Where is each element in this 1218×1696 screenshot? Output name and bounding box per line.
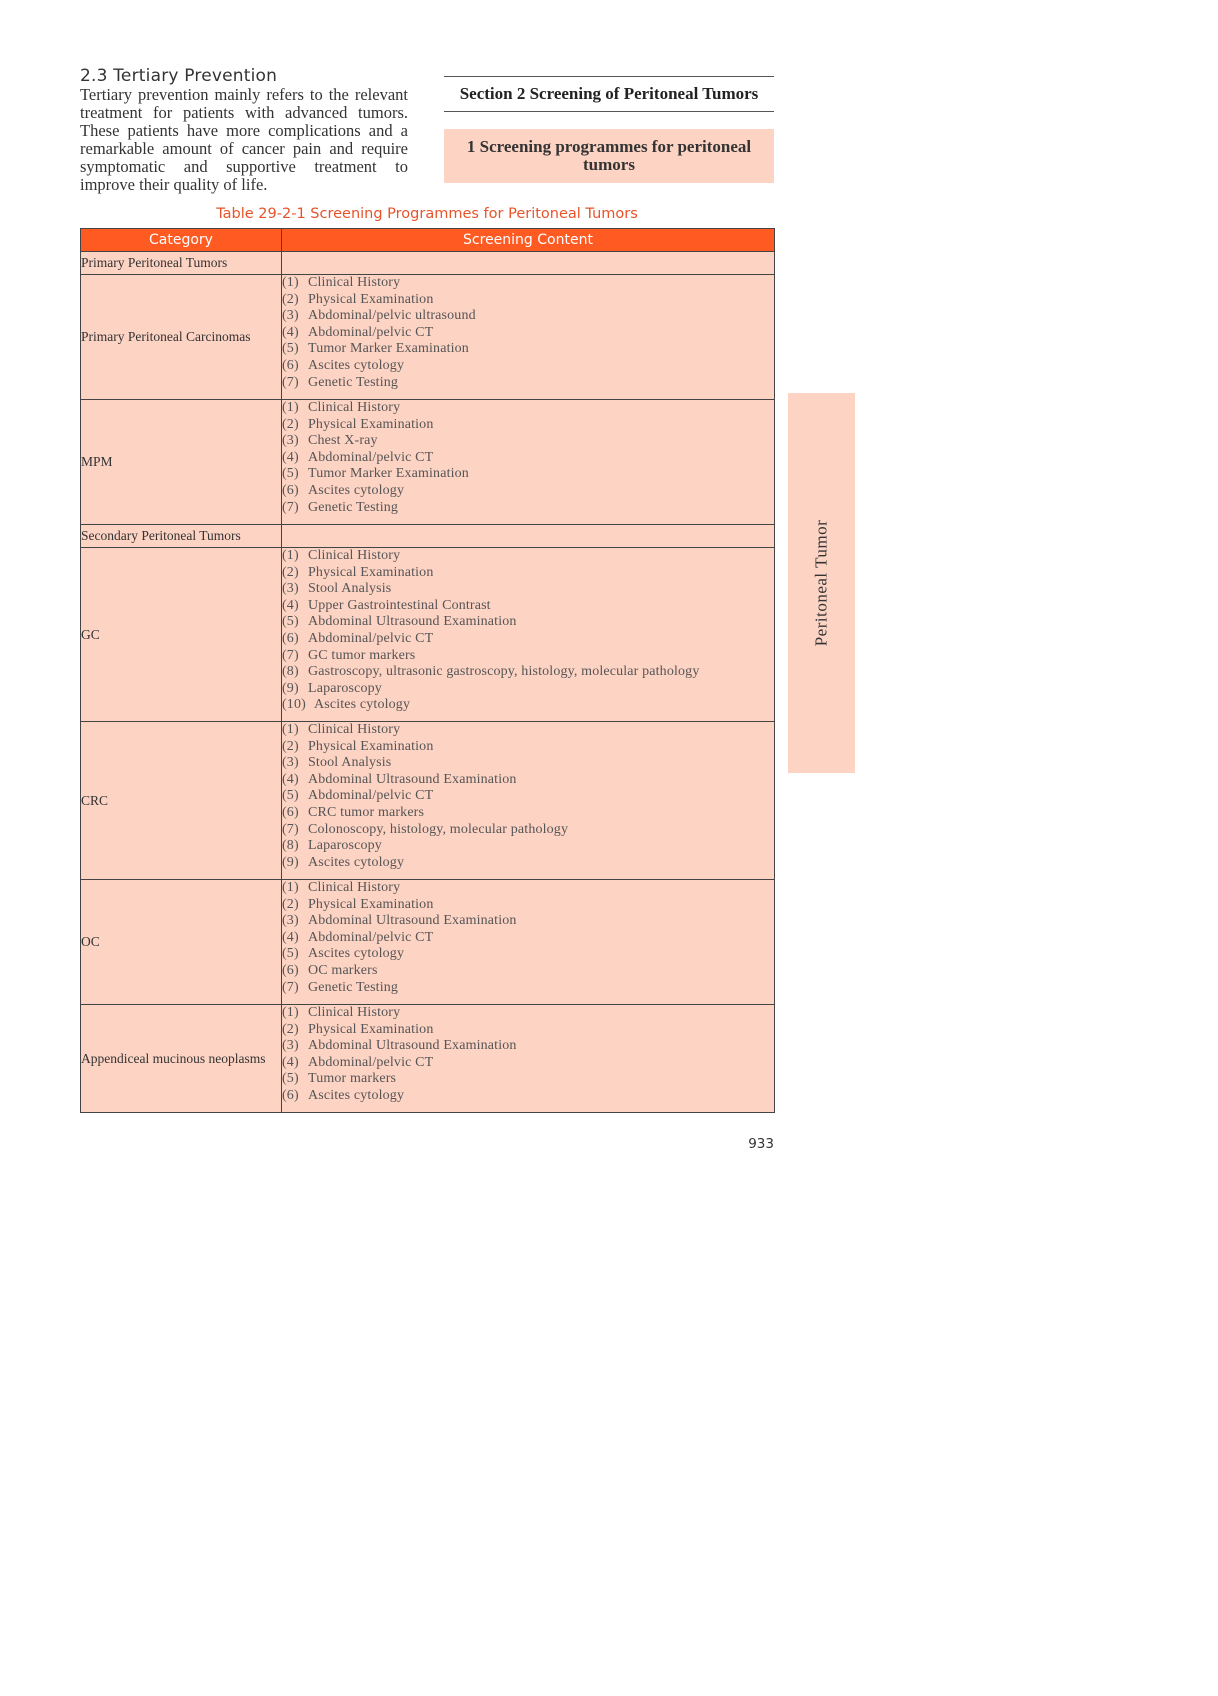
item-number: (7) [282, 499, 299, 515]
item-text: Ascites cytology [314, 697, 411, 713]
item-text: OC markers [308, 962, 378, 978]
item-number: (7) [282, 374, 299, 390]
item-number: (4) [282, 449, 299, 465]
item-number: (7) [282, 647, 299, 663]
item-number: (5) [282, 466, 299, 482]
item-text: Physical Examination [308, 738, 434, 754]
item-number: (1) [282, 880, 299, 895]
item-number: (6) [282, 357, 299, 373]
item-text: Abdominal/pelvic CT [308, 1054, 434, 1070]
item-text: Clinical History [308, 1005, 401, 1020]
item-text: Stool Analysis [308, 755, 392, 771]
screening-item [282, 855, 774, 872]
item-text: Abdominal Ultrasound Examination [308, 614, 517, 630]
item-number: (5) [282, 341, 299, 357]
screening-item [282, 1088, 774, 1105]
item-number: (4) [282, 771, 299, 787]
item-text: Genetic Testing [308, 374, 399, 390]
side-chapter-tab [788, 393, 855, 773]
screening-table [80, 228, 775, 1113]
item-number: (5) [282, 1071, 299, 1087]
screening-item [282, 946, 774, 963]
table-row [81, 722, 775, 880]
screening-item [282, 598, 774, 615]
item-text: Stool Analysis [308, 581, 392, 597]
category-cell: GC [81, 548, 282, 722]
item-text: Tumor Marker Examination [308, 466, 469, 482]
table-row [81, 1005, 775, 1113]
screening-item [282, 275, 774, 292]
item-number: (10) [282, 697, 306, 713]
item-text: Laparoscopy [308, 680, 382, 696]
screening-item [282, 565, 774, 582]
item-number: (9) [282, 680, 299, 696]
screening-item [282, 648, 774, 665]
item-number: (2) [282, 896, 299, 912]
item-text: Abdominal/pelvic ultrasound [308, 308, 476, 324]
item-text: Physical Examination [308, 1021, 434, 1037]
item-text: Physical Examination [308, 896, 434, 912]
item-number: (4) [282, 1054, 299, 1070]
item-number: (9) [282, 854, 299, 870]
item-text: Physical Examination [308, 564, 434, 580]
screening-item [282, 838, 774, 855]
screening-item [282, 631, 774, 648]
screening-content-cell [282, 525, 775, 548]
table-row [81, 275, 775, 400]
item-text: Ascites cytology [308, 1087, 405, 1103]
item-text: Abdominal/pelvic CT [308, 630, 434, 646]
item-text: Gastroscopy, ultrasonic gastroscopy, histology, molecular pathology [308, 664, 700, 680]
category-cell: Appendiceal mucinous neoplasms [81, 1005, 282, 1113]
item-text: Ascites cytology [308, 482, 405, 498]
screening-item [282, 697, 774, 714]
screening-item [282, 325, 774, 342]
side-tab-label: Peritoneal Tumor [811, 519, 831, 647]
screening-item [282, 1055, 774, 1072]
item-number: (6) [282, 804, 299, 820]
item-number: (4) [282, 324, 299, 340]
screening-item [282, 417, 774, 434]
item-number: (3) [282, 308, 299, 324]
screening-item [282, 308, 774, 325]
screening-item [282, 755, 774, 772]
subsection-title-box: 1 Screening programmes for peritoneal tumors [444, 129, 774, 183]
item-number: (2) [282, 1021, 299, 1037]
screening-item [282, 433, 774, 450]
screening-item [282, 963, 774, 980]
screening-content-cell [282, 400, 775, 525]
category-cell: Primary Peritoneal Carcinomas [81, 275, 282, 400]
item-number: (8) [282, 664, 299, 680]
item-number: (1) [282, 275, 299, 290]
screening-content-cell [282, 722, 775, 880]
screening-item [282, 788, 774, 805]
table-row [81, 525, 775, 548]
screening-item [282, 913, 774, 930]
screening-item [282, 930, 774, 947]
item-text: Colonoscopy, histology, molecular pathology [308, 821, 569, 837]
item-text: Ascites cytology [308, 946, 405, 962]
screening-item [282, 822, 774, 839]
header-category: Category [81, 229, 282, 252]
item-number: (8) [282, 838, 299, 854]
header-screening-content: Screening Content [282, 229, 775, 252]
screening-item [282, 375, 774, 392]
table-header-row [81, 229, 775, 252]
table-row [81, 880, 775, 1005]
category-cell: Primary Peritoneal Tumors [81, 252, 282, 275]
item-text: Clinical History [308, 275, 401, 290]
item-text: GC tumor markers [308, 647, 416, 663]
item-text: Clinical History [308, 722, 401, 737]
item-text: Abdominal Ultrasound Examination [308, 1038, 517, 1054]
item-number: (3) [282, 433, 299, 449]
item-text: Abdominal/pelvic CT [308, 929, 434, 945]
item-number: (6) [282, 1087, 299, 1103]
item-number: (2) [282, 416, 299, 432]
item-number: (7) [282, 821, 299, 837]
screening-content-cell [282, 880, 775, 1005]
screening-item [282, 664, 774, 681]
item-number: (3) [282, 755, 299, 771]
category-cell: OC [81, 880, 282, 1005]
screening-item [282, 400, 774, 417]
item-number: (5) [282, 946, 299, 962]
item-text: Tumor markers [308, 1071, 397, 1087]
screening-item [282, 500, 774, 517]
screening-item [282, 722, 774, 739]
item-text: Laparoscopy [308, 838, 382, 854]
item-number: (6) [282, 962, 299, 978]
screening-item [282, 1005, 774, 1022]
item-text: Abdominal/pelvic CT [308, 788, 434, 804]
item-number: (1) [282, 400, 299, 415]
subsection-heading: 2.3 Tertiary Prevention [80, 66, 278, 86]
item-number: (1) [282, 548, 299, 563]
section-title: Section 2 Screening of Peritoneal Tumors [444, 76, 774, 112]
item-text: Clinical History [308, 548, 401, 563]
item-text: Abdominal Ultrasound Examination [308, 771, 517, 787]
screening-item [282, 450, 774, 467]
screening-item [282, 358, 774, 375]
item-text: Tumor Marker Examination [308, 341, 469, 357]
screening-item [282, 897, 774, 914]
table-caption: Table 29-2-1 Screening Programmes for Peritoneal Tumors [216, 206, 638, 222]
screening-item [282, 772, 774, 789]
item-number: (2) [282, 291, 299, 307]
screening-item [282, 1038, 774, 1055]
item-number: (3) [282, 581, 299, 597]
category-cell: Secondary Peritoneal Tumors [81, 525, 282, 548]
item-number: (4) [282, 597, 299, 613]
item-text: Abdominal/pelvic CT [308, 449, 434, 465]
item-text: Physical Examination [308, 416, 434, 432]
screening-item [282, 483, 774, 500]
item-text: Abdominal Ultrasound Examination [308, 913, 517, 929]
screening-item [282, 341, 774, 358]
item-text: Physical Examination [308, 291, 434, 307]
screening-content-cell [282, 548, 775, 722]
item-number: (6) [282, 630, 299, 646]
item-text: Chest X-ray [308, 433, 378, 449]
item-number: (2) [282, 564, 299, 580]
screening-item [282, 739, 774, 756]
item-number: (1) [282, 722, 299, 737]
item-number: (4) [282, 929, 299, 945]
table-row [81, 252, 775, 275]
item-text: CRC tumor markers [308, 804, 425, 820]
item-number: (5) [282, 788, 299, 804]
screening-item [282, 292, 774, 309]
item-text: Upper Gastrointestinal Contrast [308, 597, 491, 613]
table-row [81, 400, 775, 525]
table-row [81, 548, 775, 722]
intro-paragraph: Tertiary prevention mainly refers to the relevant treatment for patients with advanced tumors. These patients have more complications and a remarkable amount of cancer pain and require symptomatic and supportive treatment to improve their quality of life. [80, 85, 408, 194]
screening-content-cell [282, 1005, 775, 1113]
category-cell: CRC [81, 722, 282, 880]
screening-item [282, 880, 774, 897]
item-text: Clinical History [308, 880, 401, 895]
item-text: Clinical History [308, 400, 401, 415]
item-text: Genetic Testing [308, 499, 399, 515]
item-number: (5) [282, 614, 299, 630]
screening-item [282, 805, 774, 822]
screening-content-cell [282, 275, 775, 400]
item-number: (2) [282, 738, 299, 754]
screening-item [282, 548, 774, 565]
page-number: 933 [748, 1136, 774, 1152]
item-number: (6) [282, 482, 299, 498]
item-text: Ascites cytology [308, 357, 405, 373]
screening-item [282, 614, 774, 631]
item-number: (7) [282, 979, 299, 995]
item-number: (1) [282, 1005, 299, 1020]
screening-item [282, 980, 774, 997]
item-number: (3) [282, 913, 299, 929]
item-number: (3) [282, 1038, 299, 1054]
item-text: Ascites cytology [308, 854, 405, 870]
screening-item [282, 681, 774, 698]
screening-content-cell [282, 252, 775, 275]
screening-item [282, 466, 774, 483]
screening-item [282, 581, 774, 598]
category-cell: MPM [81, 400, 282, 525]
screening-item [282, 1071, 774, 1088]
item-text: Abdominal/pelvic CT [308, 324, 434, 340]
item-text: Genetic Testing [308, 979, 399, 995]
screening-item [282, 1022, 774, 1039]
